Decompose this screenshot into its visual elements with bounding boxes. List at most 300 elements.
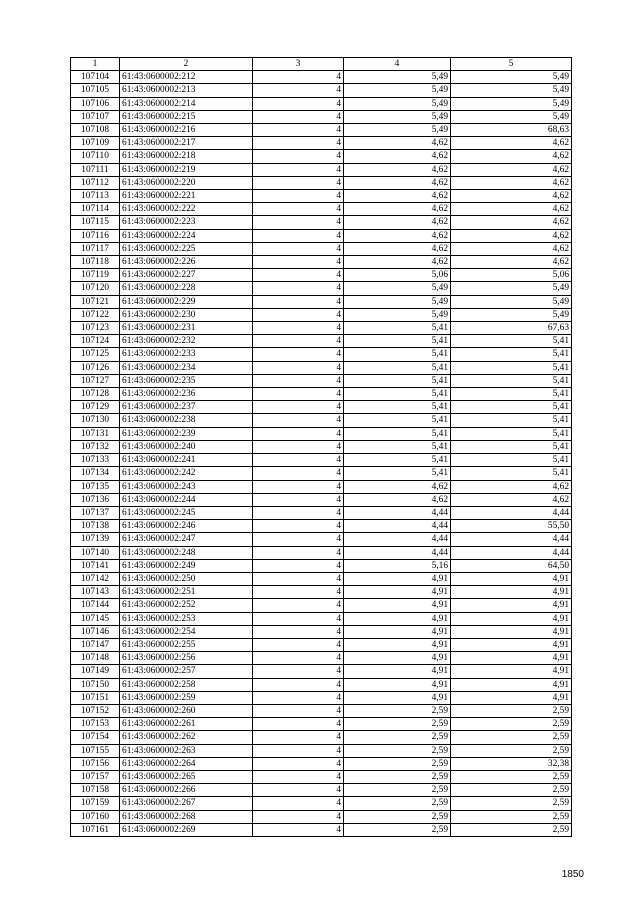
table-cell-col2: 61:43:0600002:253 — [120, 612, 253, 625]
table-cell-col1: 107152 — [71, 704, 120, 717]
table-cell-col1: 107145 — [71, 612, 120, 625]
table-cell-col4: 4,91 — [344, 652, 451, 665]
table-cell-col5: 5,49 — [451, 71, 572, 84]
table-cell-col3: 4 — [253, 546, 344, 559]
table-row — [71, 652, 572, 665]
table-cell-col2: 61:43:0600002:266 — [120, 784, 253, 797]
table-cell-col1: 107125 — [71, 348, 120, 361]
table-row — [71, 374, 572, 387]
table-cell-col4: 5,06 — [344, 269, 451, 282]
table-cell-col2: 61:43:0600002:257 — [120, 665, 253, 678]
table-cell-col5: 5,06 — [451, 269, 572, 282]
table-cell-col1: 107147 — [71, 638, 120, 651]
table-cell-col1: 107131 — [71, 427, 120, 440]
table-cell-col3: 4 — [253, 388, 344, 401]
table-cell-col5: 5,41 — [451, 388, 572, 401]
table-cell-col4: 4,62 — [344, 216, 451, 229]
column-header-5: 5 — [451, 58, 572, 71]
table-cell-col5: 55,50 — [451, 520, 572, 533]
table-cell-col4: 4,62 — [344, 203, 451, 216]
table-cell-col2: 61:43:0600002:229 — [120, 295, 253, 308]
table-cell-col5: 4,62 — [451, 480, 572, 493]
table-cell-col1: 107109 — [71, 137, 120, 150]
table-cell-col2: 61:43:0600002:261 — [120, 718, 253, 731]
table-cell-col3: 4 — [253, 506, 344, 519]
table-cell-col1: 107157 — [71, 770, 120, 783]
table-cell-col5: 4,44 — [451, 546, 572, 559]
table-row — [71, 770, 572, 783]
table-cell-col2: 61:43:0600002:249 — [120, 559, 253, 572]
table-cell-col5: 4,91 — [451, 572, 572, 585]
table-cell-col4: 4,91 — [344, 586, 451, 599]
table-cell-col5: 4,62 — [451, 190, 572, 203]
table-row — [71, 665, 572, 678]
table-cell-col1: 107112 — [71, 176, 120, 189]
table-cell-col4: 2,59 — [344, 744, 451, 757]
table-cell-col3: 4 — [253, 704, 344, 717]
column-header-3: 3 — [253, 58, 344, 71]
table-cell-col3: 4 — [253, 71, 344, 84]
table-cell-col3: 4 — [253, 440, 344, 453]
table-cell-col1: 107141 — [71, 559, 120, 572]
table-row — [71, 242, 572, 255]
table-cell-col2: 61:43:0600002:213 — [120, 84, 253, 97]
table-cell-col2: 61:43:0600002:248 — [120, 546, 253, 559]
table-cell-col5: 5,41 — [451, 440, 572, 453]
table-cell-col2: 61:43:0600002:227 — [120, 269, 253, 282]
table-cell-col3: 4 — [253, 229, 344, 242]
table-cell-col1: 107111 — [71, 163, 120, 176]
table-cell-col4: 5,41 — [344, 414, 451, 427]
table-cell-col2: 61:43:0600002:235 — [120, 374, 253, 387]
table-cell-col5: 5,41 — [451, 361, 572, 374]
table-cell-col3: 4 — [253, 691, 344, 704]
table-cell-col2: 61:43:0600002:252 — [120, 599, 253, 612]
table-cell-col5: 2,59 — [451, 704, 572, 717]
table-cell-col2: 61:43:0600002:237 — [120, 401, 253, 414]
table-row — [71, 440, 572, 453]
table-row — [71, 84, 572, 97]
table-cell-col3: 4 — [253, 361, 344, 374]
table-row — [71, 480, 572, 493]
table-cell-col5: 4,62 — [451, 176, 572, 189]
table-cell-col3: 4 — [253, 599, 344, 612]
table-cell-col4: 5,49 — [344, 308, 451, 321]
table-cell-col5: 4,62 — [451, 229, 572, 242]
table-cell-col1: 107128 — [71, 388, 120, 401]
table-row — [71, 625, 572, 638]
table-row — [71, 190, 572, 203]
table-cell-col5: 4,44 — [451, 533, 572, 546]
table-cell-col4: 4,62 — [344, 163, 451, 176]
table-cell-col4: 5,49 — [344, 124, 451, 137]
table-cell-col4: 5,41 — [344, 335, 451, 348]
table-row — [71, 520, 572, 533]
table-cell-col1: 107107 — [71, 110, 120, 123]
table-cell-col1: 107113 — [71, 190, 120, 203]
table-cell-col2: 61:43:0600002:223 — [120, 216, 253, 229]
table-cell-col2: 61:43:0600002:234 — [120, 361, 253, 374]
table-cell-col5: 4,62 — [451, 493, 572, 506]
table-cell-col4: 2,59 — [344, 770, 451, 783]
table-cell-col2: 61:43:0600002:231 — [120, 322, 253, 335]
table-cell-col5: 5,41 — [451, 467, 572, 480]
table-cell-col3: 4 — [253, 559, 344, 572]
table-cell-col1: 107161 — [71, 823, 120, 836]
table-cell-col1: 107135 — [71, 480, 120, 493]
table-cell-col3: 4 — [253, 665, 344, 678]
table-cell-col3: 4 — [253, 823, 344, 836]
table-cell-col4: 5,49 — [344, 282, 451, 295]
table-header-row — [71, 58, 572, 71]
table-row — [71, 295, 572, 308]
table-cell-col3: 4 — [253, 110, 344, 123]
table-cell-col2: 61:43:0600002:260 — [120, 704, 253, 717]
table-cell-col5: 2,59 — [451, 770, 572, 783]
table-cell-col5: 67,63 — [451, 322, 572, 335]
table-row — [71, 744, 572, 757]
table-cell-col1: 107149 — [71, 665, 120, 678]
table-cell-col3: 4 — [253, 163, 344, 176]
table-cell-col4: 5,41 — [344, 322, 451, 335]
table-cell-col4: 4,44 — [344, 533, 451, 546]
table-row — [71, 572, 572, 585]
table-cell-col2: 61:43:0600002:262 — [120, 731, 253, 744]
table-row — [71, 559, 572, 572]
table-cell-col5: 64,50 — [451, 559, 572, 572]
table-cell-col4: 2,59 — [344, 757, 451, 770]
table-cell-col3: 4 — [253, 810, 344, 823]
table-cell-col3: 4 — [253, 84, 344, 97]
table-cell-col1: 107134 — [71, 467, 120, 480]
table-row — [71, 638, 572, 651]
table-cell-col5: 4,91 — [451, 691, 572, 704]
table-cell-col1: 107160 — [71, 810, 120, 823]
table-cell-col4: 5,49 — [344, 84, 451, 97]
table-cell-col5: 5,49 — [451, 308, 572, 321]
table-cell-col3: 4 — [253, 520, 344, 533]
table-row — [71, 506, 572, 519]
table-cell-col5: 2,59 — [451, 731, 572, 744]
table-row — [71, 256, 572, 269]
table-cell-col5: 4,62 — [451, 203, 572, 216]
table-row — [71, 612, 572, 625]
table-cell-col4: 2,59 — [344, 731, 451, 744]
column-header-4: 4 — [344, 58, 451, 71]
table-cell-col4: 4,91 — [344, 665, 451, 678]
table-cell-col2: 61:43:0600002:254 — [120, 625, 253, 638]
table-cell-col3: 4 — [253, 124, 344, 137]
table-cell-col4: 2,59 — [344, 784, 451, 797]
table-cell-col1: 107150 — [71, 678, 120, 691]
table-cell-col2: 61:43:0600002:232 — [120, 335, 253, 348]
table-cell-col1: 107124 — [71, 335, 120, 348]
table-cell-col2: 61:43:0600002:240 — [120, 440, 253, 453]
table-cell-col3: 4 — [253, 282, 344, 295]
table-cell-col1: 107118 — [71, 256, 120, 269]
table-row — [71, 163, 572, 176]
table-cell-col4: 5,49 — [344, 71, 451, 84]
table-cell-col4: 5,41 — [344, 467, 451, 480]
table-cell-col4: 4,91 — [344, 599, 451, 612]
table-cell-col3: 4 — [253, 97, 344, 110]
table-row — [71, 586, 572, 599]
table-cell-col1: 107106 — [71, 97, 120, 110]
table-cell-col2: 61:43:0600002:244 — [120, 493, 253, 506]
table-cell-col1: 107137 — [71, 506, 120, 519]
table-cell-col5: 5,49 — [451, 110, 572, 123]
table-cell-col3: 4 — [253, 242, 344, 255]
table-cell-col3: 4 — [253, 638, 344, 651]
table-body — [71, 71, 572, 837]
table-cell-col2: 61:43:0600002:247 — [120, 533, 253, 546]
table-cell-col5: 5,49 — [451, 282, 572, 295]
table-cell-col4: 2,59 — [344, 704, 451, 717]
table-row — [71, 599, 572, 612]
table-cell-col4: 4,91 — [344, 638, 451, 651]
table-row — [71, 282, 572, 295]
table-row — [71, 388, 572, 401]
table-cell-col5: 4,91 — [451, 638, 572, 651]
table-cell-col2: 61:43:0600002:220 — [120, 176, 253, 189]
table-cell-col4: 4,62 — [344, 190, 451, 203]
table-row — [71, 150, 572, 163]
table-cell-col1: 107155 — [71, 744, 120, 757]
table-cell-col4: 4,62 — [344, 256, 451, 269]
table-cell-col1: 107151 — [71, 691, 120, 704]
table-cell-col3: 4 — [253, 533, 344, 546]
table-cell-col2: 61:43:0600002:246 — [120, 520, 253, 533]
table-cell-col1: 107144 — [71, 599, 120, 612]
table-cell-col2: 61:43:0600002:265 — [120, 770, 253, 783]
table-cell-col3: 4 — [253, 427, 344, 440]
table-cell-col3: 4 — [253, 612, 344, 625]
table-cell-col1: 107154 — [71, 731, 120, 744]
table-row — [71, 678, 572, 691]
table-cell-col1: 107140 — [71, 546, 120, 559]
table-cell-col5: 4,91 — [451, 599, 572, 612]
table-cell-col2: 61:43:0600002:264 — [120, 757, 253, 770]
table-cell-col5: 4,91 — [451, 652, 572, 665]
table-cell-col3: 4 — [253, 757, 344, 770]
table-row — [71, 176, 572, 189]
table-cell-col4: 5,41 — [344, 440, 451, 453]
table-cell-col4: 4,91 — [344, 572, 451, 585]
table-cell-col1: 107129 — [71, 401, 120, 414]
table-cell-col2: 61:43:0600002:222 — [120, 203, 253, 216]
table-cell-col4: 4,91 — [344, 612, 451, 625]
table-cell-col3: 4 — [253, 493, 344, 506]
table-row — [71, 97, 572, 110]
table-cell-col4: 5,41 — [344, 374, 451, 387]
table-row — [71, 308, 572, 321]
table-row — [71, 467, 572, 480]
table-cell-col5: 5,49 — [451, 84, 572, 97]
table-cell-col1: 107132 — [71, 440, 120, 453]
table-row — [71, 810, 572, 823]
table-row — [71, 269, 572, 282]
table-cell-col5: 5,49 — [451, 97, 572, 110]
table-cell-col4: 4,62 — [344, 150, 451, 163]
table-cell-col5: 4,91 — [451, 665, 572, 678]
table-cell-col4: 5,41 — [344, 348, 451, 361]
table-cell-col2: 61:43:0600002:226 — [120, 256, 253, 269]
table-cell-col2: 61:43:0600002:225 — [120, 242, 253, 255]
table-cell-col1: 107136 — [71, 493, 120, 506]
table-row — [71, 493, 572, 506]
table-row — [71, 533, 572, 546]
table-cell-col5: 68,63 — [451, 124, 572, 137]
table-cell-col4: 5,49 — [344, 97, 451, 110]
table-cell-col4: 4,91 — [344, 625, 451, 638]
table-cell-col2: 61:43:0600002:256 — [120, 652, 253, 665]
table-cell-col3: 4 — [253, 652, 344, 665]
table-row — [71, 137, 572, 150]
table-cell-col1: 107127 — [71, 374, 120, 387]
table-cell-col3: 4 — [253, 414, 344, 427]
table-cell-col4: 4,62 — [344, 242, 451, 255]
table-cell-col1: 107116 — [71, 229, 120, 242]
table-cell-col5: 4,62 — [451, 242, 572, 255]
table-row — [71, 731, 572, 744]
table-cell-col2: 61:43:0600002:255 — [120, 638, 253, 651]
table-cell-col2: 61:43:0600002:215 — [120, 110, 253, 123]
table-cell-col1: 107122 — [71, 308, 120, 321]
table-cell-col2: 61:43:0600002:239 — [120, 427, 253, 440]
table-cell-col5: 2,59 — [451, 784, 572, 797]
table-cell-col3: 4 — [253, 190, 344, 203]
table-cell-col3: 4 — [253, 678, 344, 691]
table-cell-col3: 4 — [253, 269, 344, 282]
table-cell-col2: 61:43:0600002:218 — [120, 150, 253, 163]
table-cell-col2: 61:43:0600002:245 — [120, 506, 253, 519]
table-cell-col4: 5,16 — [344, 559, 451, 572]
table-cell-col4: 5,41 — [344, 454, 451, 467]
table-cell-col3: 4 — [253, 480, 344, 493]
table-cell-col3: 4 — [253, 348, 344, 361]
table-cell-col1: 107153 — [71, 718, 120, 731]
table-cell-col1: 107130 — [71, 414, 120, 427]
table-cell-col2: 61:43:0600002:242 — [120, 467, 253, 480]
table-cell-col2: 61:43:0600002:268 — [120, 810, 253, 823]
table-row — [71, 203, 572, 216]
table-cell-col4: 4,44 — [344, 520, 451, 533]
table-cell-col5: 2,59 — [451, 744, 572, 757]
table-row — [71, 718, 572, 731]
table-cell-col3: 4 — [253, 137, 344, 150]
table-cell-col5: 5,41 — [451, 348, 572, 361]
table-cell-col1: 107119 — [71, 269, 120, 282]
table-row — [71, 546, 572, 559]
table-cell-col2: 61:43:0600002:258 — [120, 678, 253, 691]
table-row — [71, 797, 572, 810]
column-header-1: 1 — [71, 58, 120, 71]
table-cell-col5: 4,62 — [451, 256, 572, 269]
table-cell-col2: 61:43:0600002:259 — [120, 691, 253, 704]
table-cell-col1: 107105 — [71, 84, 120, 97]
table-cell-col1: 107115 — [71, 216, 120, 229]
table-cell-col3: 4 — [253, 718, 344, 731]
table-cell-col1: 107142 — [71, 572, 120, 585]
table-row — [71, 348, 572, 361]
table-cell-col1: 107120 — [71, 282, 120, 295]
table-row — [71, 427, 572, 440]
table-cell-col3: 4 — [253, 256, 344, 269]
table-cell-col2: 61:43:0600002:267 — [120, 797, 253, 810]
table-cell-col4: 5,41 — [344, 388, 451, 401]
table-cell-col3: 4 — [253, 797, 344, 810]
table-cell-col5: 4,62 — [451, 137, 572, 150]
table-row — [71, 124, 572, 137]
table-row — [71, 110, 572, 123]
table-cell-col3: 4 — [253, 335, 344, 348]
table-row — [71, 784, 572, 797]
table-cell-col1: 107104 — [71, 71, 120, 84]
table-cell-col4: 5,41 — [344, 401, 451, 414]
table-cell-col1: 107114 — [71, 203, 120, 216]
table-cell-col2: 61:43:0600002:217 — [120, 137, 253, 150]
table-cell-col1: 107123 — [71, 322, 120, 335]
table-row — [71, 691, 572, 704]
table-cell-col4: 4,44 — [344, 506, 451, 519]
table-cell-col3: 4 — [253, 744, 344, 757]
table-cell-col3: 4 — [253, 203, 344, 216]
data-table — [70, 57, 572, 837]
table-cell-col2: 61:43:0600002:250 — [120, 572, 253, 585]
table-cell-col3: 4 — [253, 572, 344, 585]
table-cell-col5: 5,41 — [451, 414, 572, 427]
table-cell-col3: 4 — [253, 176, 344, 189]
table-cell-col3: 4 — [253, 295, 344, 308]
table-cell-col4: 4,62 — [344, 176, 451, 189]
table-cell-col2: 61:43:0600002:221 — [120, 190, 253, 203]
table-cell-col1: 107159 — [71, 797, 120, 810]
table-cell-col5: 4,91 — [451, 678, 572, 691]
table-cell-col2: 61:43:0600002:263 — [120, 744, 253, 757]
table-row — [71, 823, 572, 836]
table-row — [71, 454, 572, 467]
table-row — [71, 414, 572, 427]
table-cell-col2: 61:43:0600002:251 — [120, 586, 253, 599]
table-cell-col5: 4,44 — [451, 506, 572, 519]
table-cell-col5: 4,91 — [451, 612, 572, 625]
table-cell-col4: 4,62 — [344, 229, 451, 242]
table-cell-col3: 4 — [253, 731, 344, 744]
table-cell-col5: 2,59 — [451, 718, 572, 731]
table-cell-col2: 61:43:0600002:219 — [120, 163, 253, 176]
table-cell-col1: 107139 — [71, 533, 120, 546]
table-cell-col5: 2,59 — [451, 797, 572, 810]
table-cell-col3: 4 — [253, 586, 344, 599]
table-cell-col3: 4 — [253, 216, 344, 229]
table-cell-col1: 107110 — [71, 150, 120, 163]
table-cell-col5: 4,62 — [451, 163, 572, 176]
table-cell-col4: 5,49 — [344, 110, 451, 123]
table-cell-col5: 5,41 — [451, 335, 572, 348]
table-cell-col2: 61:43:0600002:269 — [120, 823, 253, 836]
table-cell-col4: 2,59 — [344, 810, 451, 823]
table-cell-col2: 61:43:0600002:224 — [120, 229, 253, 242]
table-cell-col1: 107143 — [71, 586, 120, 599]
table-cell-col4: 5,49 — [344, 295, 451, 308]
table-cell-col1: 107146 — [71, 625, 120, 638]
table-row — [71, 229, 572, 242]
table-cell-col4: 5,41 — [344, 427, 451, 440]
table-cell-col1: 107158 — [71, 784, 120, 797]
table-cell-col1: 107108 — [71, 124, 120, 137]
table-cell-col5: 4,91 — [451, 586, 572, 599]
table-cell-col5: 4,62 — [451, 150, 572, 163]
